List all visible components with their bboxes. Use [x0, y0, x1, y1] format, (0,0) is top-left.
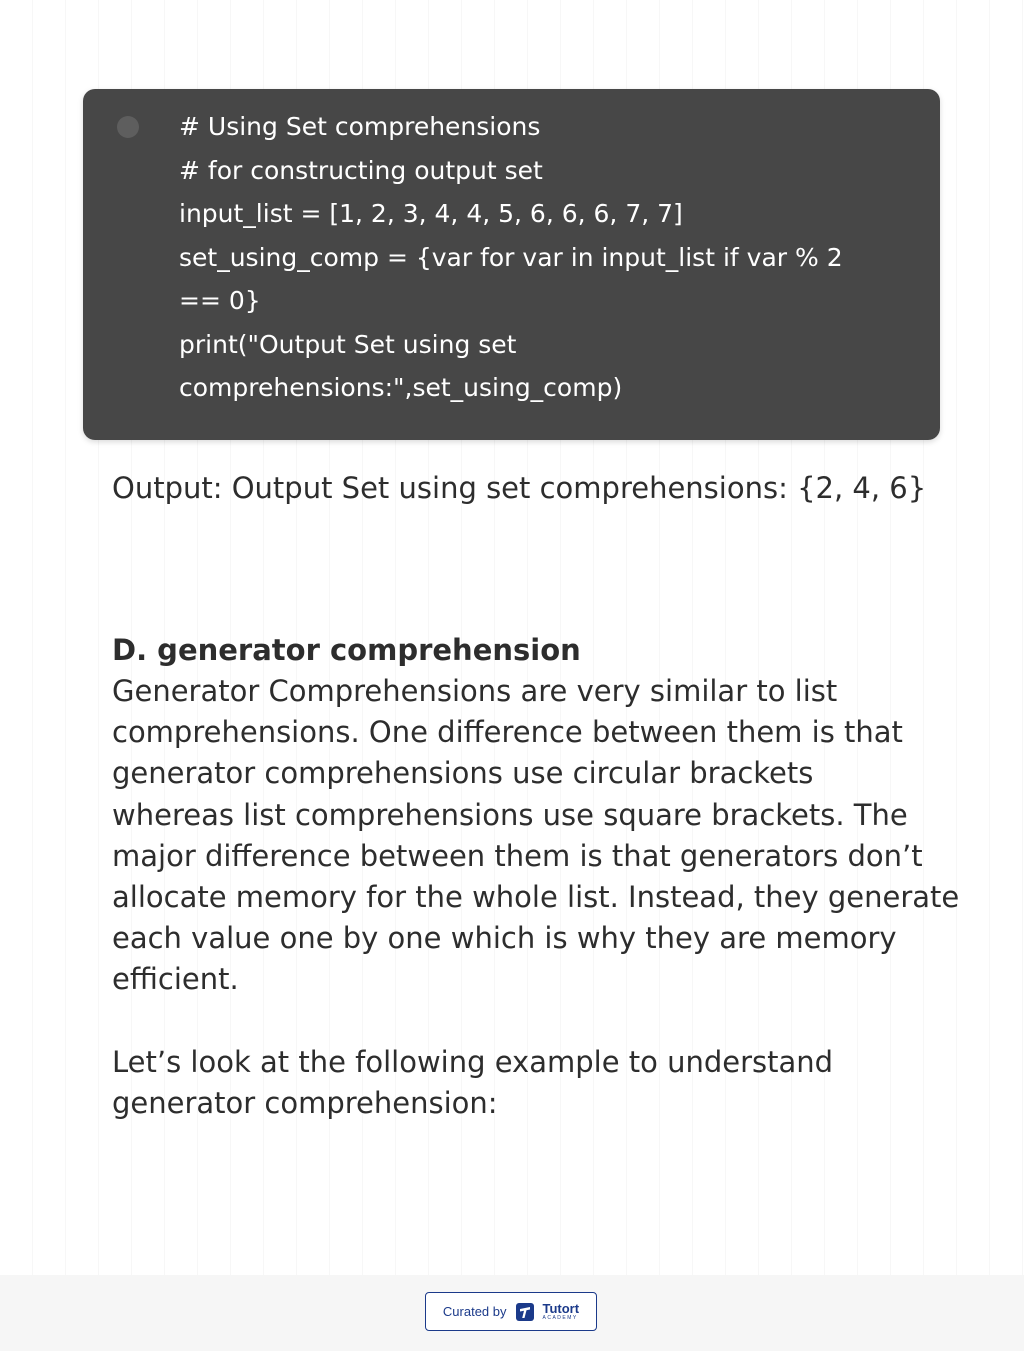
body-line: allocate memory for the whole list. Instead, they generate — [112, 879, 960, 914]
code-dot-icon — [117, 116, 139, 138]
body-line: efficient. — [112, 962, 239, 997]
code-line: # Using Set comprehensions — [179, 112, 541, 141]
code-lines — [179, 105, 909, 410]
brand-name: Tutort — [542, 1301, 580, 1316]
output-text: Output: Output Set using set comprehensions: {2, 4, 6} — [112, 471, 927, 505]
code-line: input_list = [1, 2, 3, 4, 4, 5, 6, 6, 6, 7, 7] — [179, 199, 683, 228]
intro-line: Let’s look at the following example to understand — [112, 1045, 834, 1079]
code-line: == 0} — [179, 286, 261, 315]
brand-wordmark — [543, 1302, 580, 1321]
section-body — [112, 671, 992, 1001]
intro-line: generator comprehension: — [112, 1086, 498, 1121]
brand-subtitle: ACADEMY — [542, 1315, 578, 1321]
body-line: each value one by one which is why they are memory — [112, 921, 897, 956]
code-line: print("Output Set using set — [179, 329, 517, 359]
example-intro — [112, 1042, 992, 1124]
curated-label: Curated by — [442, 1304, 507, 1319]
body-line: Generator Comprehensions are very similar to list — [112, 674, 838, 708]
footer — [0, 1275, 1024, 1351]
body-line: comprehensions. One difference between them is that — [112, 715, 903, 750]
code-line: set_using_comp = {var for var in input_list if var % 2 — [179, 242, 843, 272]
tutort-logo-icon — [516, 1303, 534, 1321]
body-line: whereas list comprehensions use square brackets. The — [112, 797, 908, 832]
code-block — [83, 89, 940, 440]
body-line: major difference between them is that generators don’t — [112, 838, 923, 873]
body-line: generator comprehensions use circular brackets — [112, 756, 814, 791]
code-line: # for constructing output set — [179, 155, 543, 185]
section-heading: D. generator comprehension — [112, 633, 581, 667]
code-line: comprehensions:",set_using_comp) — [179, 373, 623, 402]
curated-by-badge[interactable] — [425, 1292, 597, 1331]
